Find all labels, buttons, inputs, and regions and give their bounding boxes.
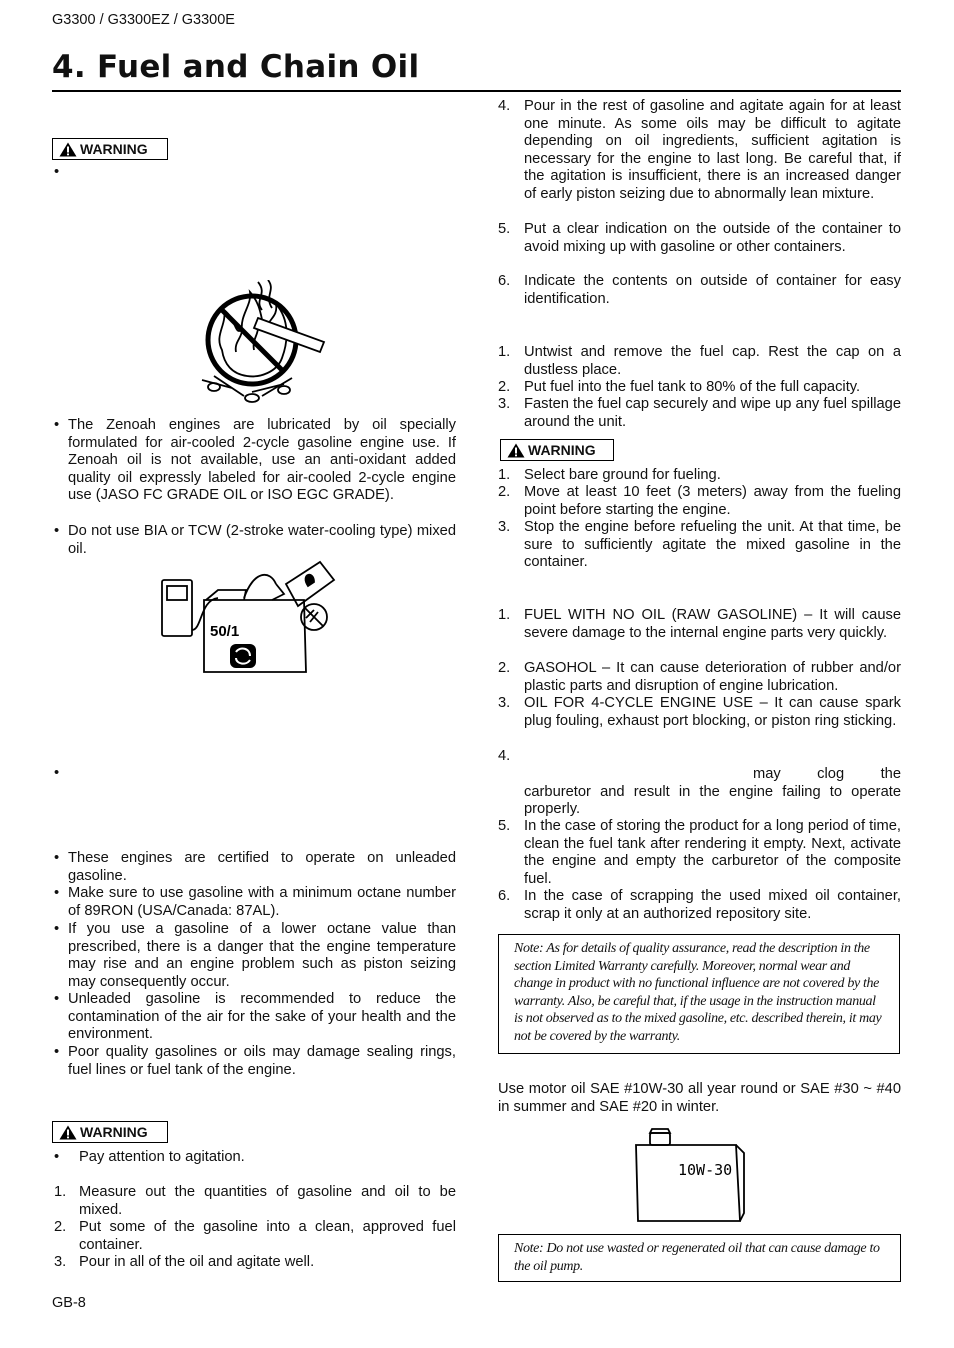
step-number: 1. xyxy=(498,607,511,623)
list-item-text: Indicate the contents on outside of container for easy identification. xyxy=(524,273,901,307)
step-number: 3. xyxy=(498,695,511,711)
step-number: 2. xyxy=(498,660,511,676)
step-number: 3. xyxy=(498,519,511,535)
no-smoking-no-fire-icon xyxy=(192,280,334,408)
chain-oil-text: Use motor oil SAE #10W-30 all year round or SAE #30 ~ #40 in summer and SAE #20 in winter. xyxy=(498,1081,901,1115)
bullet: • xyxy=(54,991,60,1007)
bullet: • xyxy=(54,1044,60,1060)
model-header: G3300 / G3300EZ / G3300E xyxy=(52,12,235,28)
list-item-text: GASOHOL – It can cause deterioration of rubber and/or plastic parts and disruption of engine lubrication. xyxy=(524,660,901,694)
step-number: 5. xyxy=(498,221,511,237)
list-item-text: Unleaded gasoline is recommended to reduce the contamination of the air for the sake of your health and the environment. xyxy=(68,991,456,1043)
page-number: GB-8 xyxy=(52,1295,86,1311)
step-number: 1. xyxy=(54,1184,67,1200)
bullet: • xyxy=(54,523,60,539)
list-item-text: In the case of storing the product for a long period of time, clean the fuel tank after rendering it empty. Next, activate the engine and empty the carburetor of the composite fuel. xyxy=(524,818,901,887)
step-number: 1. xyxy=(498,467,511,483)
bullet: • xyxy=(54,417,60,433)
list-item-text: In the case of scrapping the used mixed oil container, scrap it only at an authorized repository site. xyxy=(524,888,901,922)
warning-label-3 xyxy=(500,439,614,461)
list-item-text: FUEL WITH NO OIL (RAW GASOLINE) – It will cause severe damage to the internal engine parts very quickly. xyxy=(524,607,901,641)
list-item-text: Pour in all of the oil and agitate well. xyxy=(79,1254,315,1270)
list-item-text: Move at least 10 feet (3 meters) away from the fueling point before starting the engine. xyxy=(524,484,901,518)
step-number: 3. xyxy=(498,396,511,412)
step-number: 3. xyxy=(54,1254,67,1270)
list-item-text: Measure out the quantities of gasoline and oil to be mixed. xyxy=(79,1184,456,1218)
list-item-text: Do not use BIA or TCW (2-stroke water-cooling type) mixed oil. xyxy=(68,523,456,557)
fuel-can-mix-icon xyxy=(158,560,338,678)
list-item-text: Put fuel into the fuel tank to 80% of the full capacity. xyxy=(524,379,861,395)
list-item-text: Put a clear indication on the outside of the container to avoid mixing up with gasoline or other containers. xyxy=(524,221,901,255)
step-number: 1. xyxy=(498,344,511,360)
warning-label xyxy=(52,138,168,160)
warning-label-2 xyxy=(52,1121,168,1143)
warning-text: WARNING xyxy=(80,141,148,157)
list-item-text: Pour in the rest of gasoline and agitate again for at least one minute. As some oils may be difficult to agitate depending on oil ingredients, sufficient agitation is necessary for the engine to last long. Be careful that, if the agitation is insufficient, there is an increased danger of early piston seizing due to abnormally lean mixture. xyxy=(524,98,901,202)
step-number: 5. xyxy=(498,818,511,834)
step-number: 2. xyxy=(498,379,511,395)
warning-triangle-icon xyxy=(59,142,77,157)
warranty-note: Note: As for details of quality assurance, read the description in the section Limited Warranty carefully. Moreover, normal wear and change in product with no functional influence are not covered by the warranty. Also, be careful that, if the usage in the instruction manual is not observed as to the mixed gasoline, etc. described therein, it may not be covered by the warranty. xyxy=(498,934,900,1054)
warning-triangle-icon xyxy=(59,1125,77,1140)
bullet: • xyxy=(54,885,60,901)
oil-grade-label: 10W-30 xyxy=(678,1161,733,1179)
step-number: 4. xyxy=(498,98,511,114)
empty-bullet: • xyxy=(54,164,60,180)
list-item-text: may clog the carburetor and result in the engine failing to operate properly. xyxy=(524,766,901,818)
list-item-text: Put some of the gasoline into a clean, approved fuel container. xyxy=(79,1219,456,1253)
list-item-text: Poor quality gasolines or oils may damage sealing rings, fuel lines or fuel tank of the engine. xyxy=(68,1044,456,1078)
list-item-text: The Zenoah engines are lubricated by oil specially formulated for air-cooled 2-cycle gasoline engine use. If Zenoah oil is not available, use an anti-oxidant added quality oil expressly labeled for air-cooled 2-cycle engine use (JASO FC GRADE OIL or ISO EGC GRADE). xyxy=(68,417,456,504)
list-item-text: Untwist and remove the fuel cap. Rest the cap on a dustless place. xyxy=(524,344,901,378)
oil-pump-note: Note: Do not use wasted or regenerated oil that can cause damage to the oil pump. xyxy=(498,1234,901,1282)
title-rule xyxy=(52,90,901,92)
step-number: 4. xyxy=(498,748,511,764)
step-number: 2. xyxy=(54,1219,67,1235)
list-item-text: Fasten the fuel cap securely and wipe up any fuel spillage around the unit. xyxy=(524,396,901,430)
step-number: 6. xyxy=(498,888,511,904)
mix-ratio-label: 50/1 xyxy=(210,623,240,640)
bullet: • xyxy=(54,1149,60,1165)
bullet: • xyxy=(54,921,60,937)
step-number: 2. xyxy=(498,484,511,500)
warning-text: WARNING xyxy=(80,1124,148,1140)
list-item-text: Stop the engine before refueling the unit. At that time, be sure to sufficiently agitate the mixed gasoline in the container. xyxy=(524,519,901,571)
empty-bullet-2: • xyxy=(54,765,60,781)
list-item-text: OIL FOR 4-CYCLE ENGINE USE – It can cause spark plug fouling, exhaust port blocking, or piston ring sticking. xyxy=(524,695,901,729)
list-item-text: Make sure to use gasoline with a minimum octane number of 89RON (USA/Canada: 87AL). xyxy=(68,885,456,919)
list-item-text: These engines are certified to operate on unleaded gasoline. xyxy=(68,850,456,884)
list-item-text: Pay attention to agitation. xyxy=(79,1149,245,1165)
list-item-text: Select bare ground for fueling. xyxy=(524,467,721,483)
bullet: • xyxy=(54,850,60,866)
oil-container-icon xyxy=(632,1125,748,1223)
page-title: 4. Fuel and Chain Oil xyxy=(52,49,420,85)
warning-text: WARNING xyxy=(528,442,596,458)
step-number: 6. xyxy=(498,273,511,289)
list-item-text: If you use a gasoline of a lower octane value than prescribed, there is a danger that the engine temperature may rise and an engine problem such as piston seizing may consequently occur. xyxy=(68,921,456,990)
warning-triangle-icon xyxy=(507,443,525,458)
